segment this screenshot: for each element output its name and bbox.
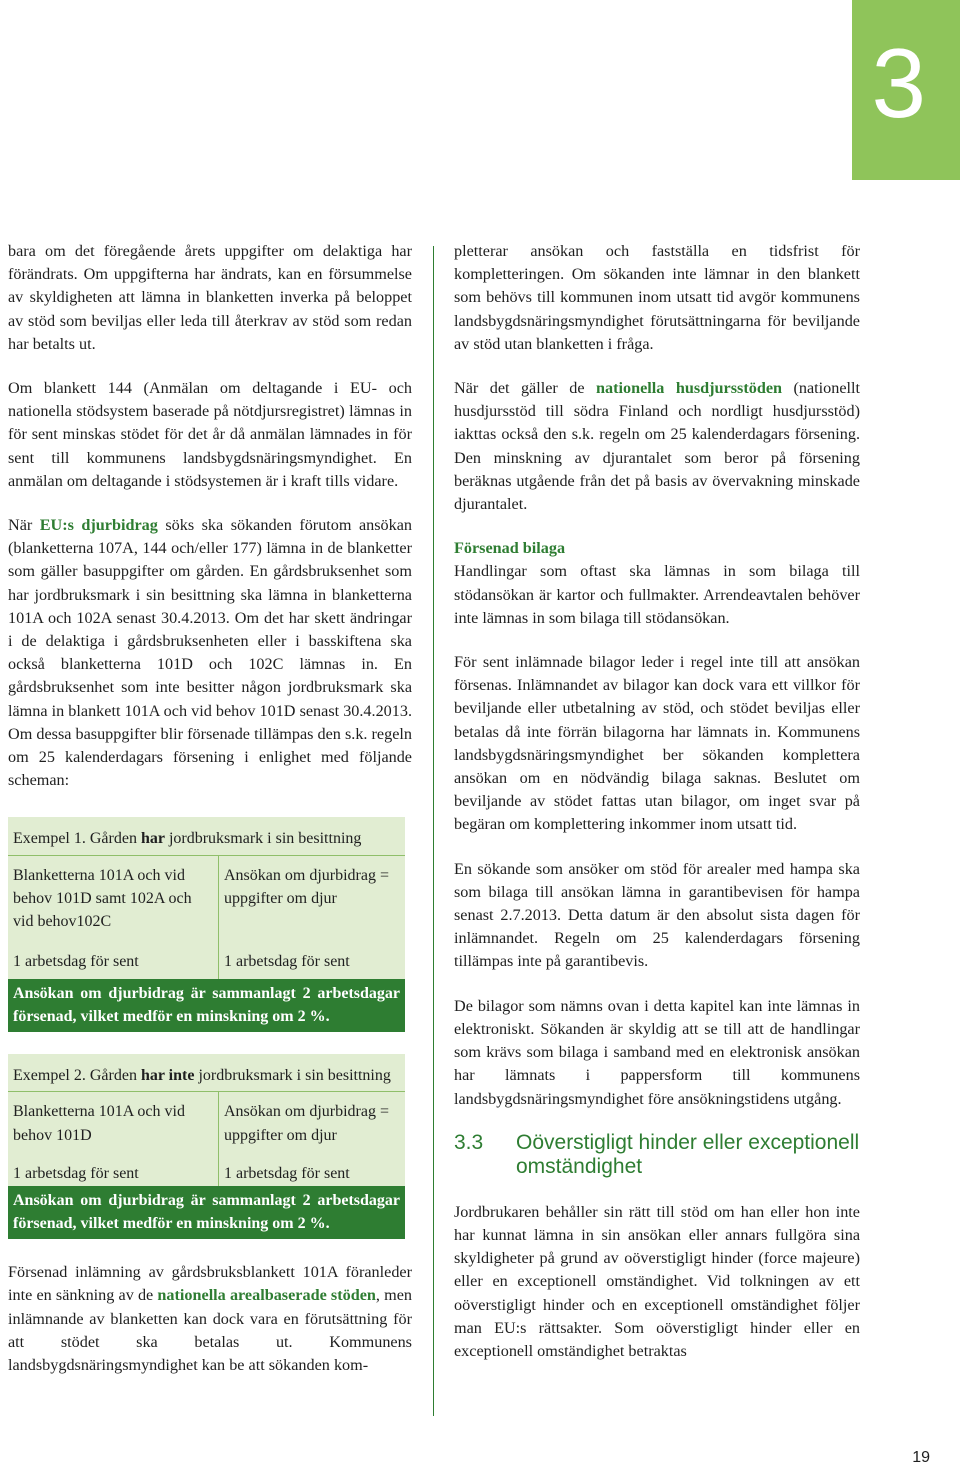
emphasis: nationella arealbaserade stöden <box>157 1286 376 1305</box>
paragraph: Om blankett 144 (Anmälan om deltagande i EU- och nationella stödsystem baserade på nötdjursregistret) lämnas in för sent minskas stödet för det år då anmälan lämnades in för sent till kommunens landsbygdsnäringsmyndighet. En anmälan om deltagande i stödsystemen är i kraft tills vidare. <box>8 379 412 490</box>
example-cell-left: Blanketterna 101A och vid behov 101D samt 102A och vid behov102C <box>8 855 219 950</box>
paragraph: Jordbrukaren behåller sin rätt till stöd om han eller hon inte har kunnat lämna in sin ansökan eller annars fullgöra sina skyldigheter på grund av oöverstigligt hinder (force majeure) eller en exceptionell omständighet. Vid tolkningen av ett oöverstigligt hinder och en exceptionell omständighet följer man EU:s rättsakter. Som oöverstigligt hinder eller en exceptionell omständighet betraktas <box>454 1202 860 1360</box>
example-cell-left: Blanketterna 101A och vid behov 101D <box>8 1092 219 1163</box>
chapter-number: 3 <box>871 28 926 138</box>
example-cell-right: Ansökan om djurbidrag = uppgifter om djur <box>219 1092 406 1163</box>
column-divider <box>433 246 434 1416</box>
example-late-left: 1 arbetsdag för sent <box>8 950 219 979</box>
example-2-table <box>8 1054 405 1239</box>
example-1-table <box>8 817 405 1032</box>
emphasis: nationella husdjursstöden <box>596 379 783 398</box>
right-column <box>454 240 860 1363</box>
paragraph: De bilagor som nämns ovan i detta kapitel kan inte lämnas in elektroniskt. Sökanden är skyldig att se till att de handlingar som krävs som bilaga i samband med en elektronisk ansökan har lämnats i pappersform till kommunens landsbygdsnäringsmyndighet före ansökningstidens utgång. <box>454 996 860 1108</box>
example-title: Exempel 1. Gården har jordbruksmark i sin besittning <box>8 817 405 855</box>
example-late-right: 1 arbetsdag för sent <box>224 952 350 970</box>
example-late-right: 1 arbetsdag för sent <box>224 1165 350 1183</box>
example-late-left: 1 arbetsdag för sent <box>8 1162 219 1185</box>
section-number: 3.3 <box>454 1130 484 1154</box>
section-heading <box>454 1131 860 1179</box>
paragraph: När EU:s djurbidrag söks ska sökanden förutom ansökan (blanketterna 107A, 144 och/eller 177) lämna in de blanketter som gäller basuppgifter om gården. En gårdsbruksenhet som har jordbruksmark i sin besittning ska lämna in blanketterna 101A och 102A senast 30.4.2013. Om det har skett ändringar i de delaktiga i gårdsbruksenheten eller i basskiftena ska också blanketterna 101D och 102C lämnas in. En gårdsbruksenhet som inte besitter någon jordbruksmark ska lämna in blankett 101A och vid behov 101D senast 30.4.2013. Om dessa basuppgifter blir försenade tillämpas den s.k. regeln om 25 kalenderdagars försening i enlighet med följande scheman: <box>8 516 412 790</box>
paragraph: bara om det föregående årets uppgifter om delaktiga har förändrats. Om uppgifterna har ändrats, kan en försummelse av skyldigheten att lämna in blanketten inverka på beloppet av stöd som beviljas eller leda till återkrav av stöd som redan har betalts ut. <box>8 242 412 353</box>
left-column <box>8 240 412 1377</box>
paragraph: En sökande som ansöker om stöd för arealer med hampa ska som bilaga till ansökan lämna in garantibevisen för hampa senast 2.7.2013. Detta datum är den absolut sista dagen för inlämnandet. Regeln om 25 kalenderdagars försening tillämpas inte på garantibevis. <box>454 859 860 971</box>
paragraph: Handlingar som oftast ska lämnas in som bilaga till stödansökan är kartor och fullmakter. Arrendeavtalen behöver inte lämnas in som bilaga till stödansökan. <box>454 562 860 627</box>
example-summary: Ansökan om djurbidrag är sammanlagt 2 arbetsdagar försenad, vilket medför en minskning om 2 %. <box>8 1186 405 1239</box>
page-number: 19 <box>912 1449 930 1466</box>
subheading: Försenad bilaga <box>454 539 566 558</box>
paragraph: För sent inlämnade bilagor leder i regel inte till att ansökan försenas. Inlämnandet av bilagor kan dock vara ett villkor för beviljande eller utbetalning av stöd, och stödet beviljas eller betalas då inte förrän bilagorna har lämnats in. Kommunens landsbygdsnäringsmyndighet ber sökanden komplettera ansökan om en nödvändig bilaga saknas. Beslutet om beviljande av stödet fattas utan bilagor, om inget svar på begäran om komplettering inkommer inom utsatt tid. <box>454 653 860 834</box>
chapter-tab <box>852 0 960 180</box>
example-cell-right: Ansökan om djurbidrag = uppgifter om djur <box>219 855 406 950</box>
example-summary: Ansökan om djurbidrag är sammanlagt 2 arbetsdagar försenad, vilket medför en minskning om 2 %. <box>8 979 405 1032</box>
emphasis: EU:s djurbidrag <box>39 516 158 535</box>
section-title: Oöverstigligt hinder eller exceptionell omständighet <box>516 1130 860 1178</box>
paragraph: pletterar ansökan och fastställa en tidsfrist för kompletteringen. Om sökanden inte lämnar in den blankett som behövs till kommunen inom utsatt tid avgör kommunens landsbygdsnäringsmyndighet förutsättningarna för beviljande av stöd utan blanketten i fråga. <box>454 242 860 353</box>
paragraph: När det gäller de nationella husdjursstöden (nationellt husdjursstöd till södra Finland och nordligt husdjursstöd) iakttas också den s.k. regeln om 25 kalenderdagars försening. Den minskning av djurantalet som beror på försening beräknas utgående från det på basis av övervakning minskade djurantalet. <box>454 379 861 514</box>
paragraph: Försenad inlämning av gårdsbruksblankett 101A föranleder inte en sänkning av de nationella arealbaserade stöden, men inlämnande av blanketten kan dock vara en förutsättning för att stödet ska betalas ut. Kommunens landsbygdsnäringsmyndighet kan be att sökanden kom- <box>8 1263 412 1374</box>
example-title: Exempel 2. Gården har inte jordbruksmark i sin besittning <box>8 1054 405 1092</box>
